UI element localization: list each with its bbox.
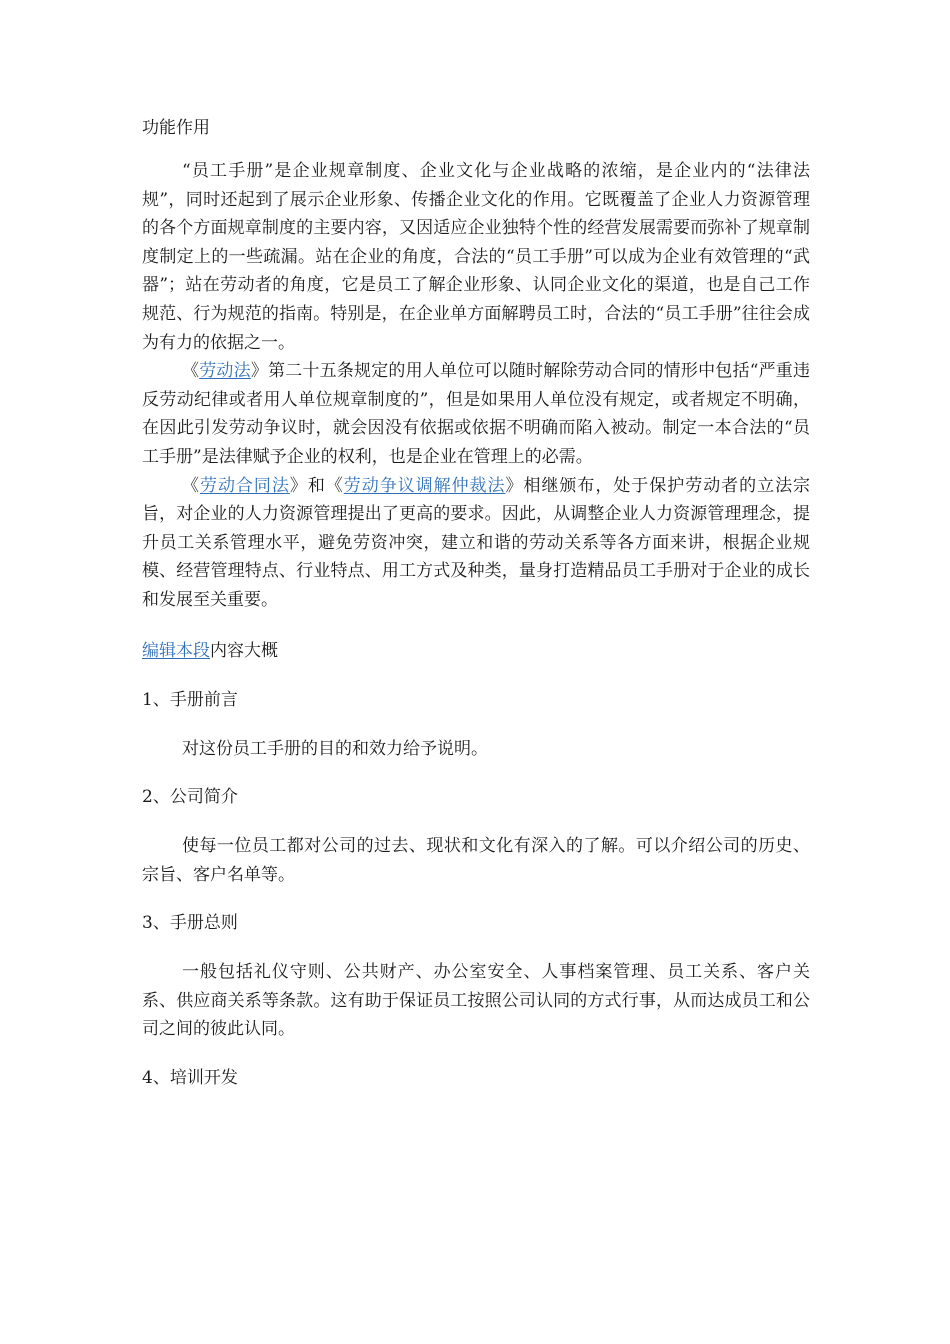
labor-dispute-law-link[interactable]: 劳动争议调解仲裁法 bbox=[343, 475, 506, 496]
item-heading-preface: 1、手册前言 bbox=[142, 689, 238, 710]
conjunction-text: 》和《 bbox=[289, 475, 344, 496]
document-page bbox=[142, 114, 810, 1093]
contract-paragraph bbox=[142, 472, 810, 615]
item-heading-training: 4、培训开发 bbox=[142, 1068, 238, 1089]
law-paragraph-text: 》第二十五条规定的用人单位可以随时解除劳动合同的情形中包括“严重违反劳动纪律或者用人单位规章制度的”，但是如果用人单位没有规定，或者规定不明确，在因此引发劳动争议时，就会因没有依据或依据不明确而陷入被动。制定一本合法的“员工手册”是法律赋予企业的权利，也是企业在管理上的必需。 bbox=[142, 361, 810, 467]
edit-section-link[interactable]: 编辑本段 bbox=[142, 640, 210, 661]
item-body-general-rules: 一般包括礼仪守则、公共财产、办公室安全、人事档案管理、员工关系、客户关系、供应商关系等条款。这有助于保证员工按照公司认同的方式行事，从而达成员工和公司之间的彼此认同。 bbox=[142, 962, 810, 1040]
contract-paragraph-text: 》相继颁布，处于保护劳动者的立法宗旨，对企业的人力资源管理提出了更高的要求。因此，从调整企业人力资源管理理念，提升员工关系管理水平，避免劳资冲突，建立和谐的劳动关系等各方面来讲，根据企业规模、经营管理特点、行业特点、用工方式及种类，量身打造精品员工手册对于企业的成长和发展至关重要。 bbox=[142, 475, 811, 610]
labor-contract-law-link[interactable]: 劳动合同法 bbox=[199, 475, 290, 496]
item-heading-company-intro: 2、公司简介 bbox=[142, 787, 238, 808]
section-heading-contents bbox=[142, 637, 810, 666]
item-body-company-intro: 使每一位员工都对公司的过去、现状和文化有深入的了解。可以介绍公司的历史、宗旨、客户名单等。 bbox=[142, 836, 810, 885]
open-quote: 《 bbox=[182, 475, 200, 496]
open-quote: 《 bbox=[182, 361, 200, 382]
section-heading-function: 功能作用 bbox=[142, 118, 210, 138]
law-paragraph bbox=[142, 357, 810, 471]
item-body-preface: 对这份员工手册的目的和效力给予说明。 bbox=[182, 738, 488, 759]
labor-law-link[interactable]: 劳动法 bbox=[199, 361, 251, 382]
section-title: 内容大概 bbox=[210, 640, 278, 661]
item-heading-general-rules: 3、手册总则 bbox=[142, 913, 238, 934]
intro-paragraph: “员工手册”是企业规章制度、企业文化与企业战略的浓缩，是企业内的“法律法规”，同时还起到了展示企业形象、传播企业文化的作用。它既覆盖了企业人力资源管理的各个方面规章制度的主要内容，又因适应企业独特个性的经营发展需要而弥补了规章制度制定上的一些疏漏。站在企业的角度，合法的“员工手册”可以成为企业有效管理的“武器”；站在劳动者的角度，它是员工了解企业形象、认同企业文化的渠道，也是自己工作规范、行为规范的指南。特别是，在企业单方面解聘员工时，合法的“员工手册”往往会成为有力的依据之一。 bbox=[142, 161, 810, 353]
